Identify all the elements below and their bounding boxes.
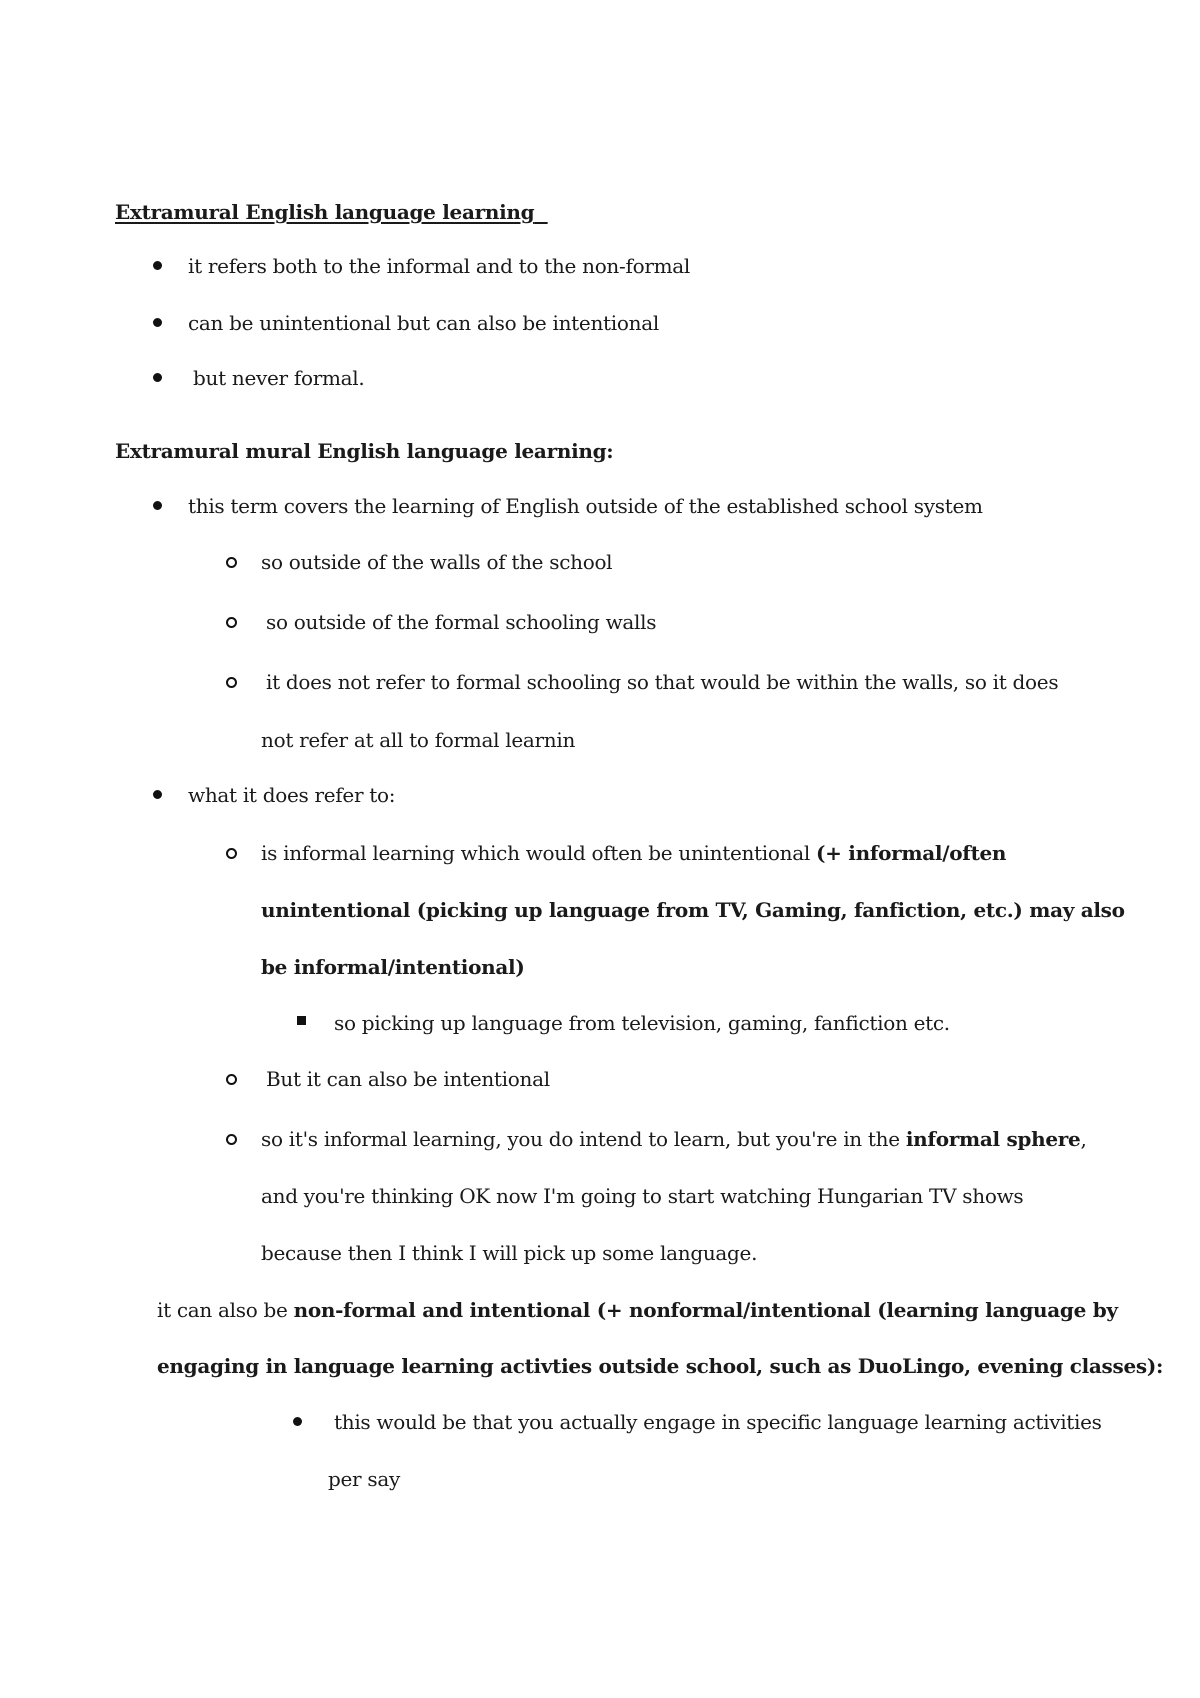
section-heading-extramural: Extramural English language learning — [115, 200, 535, 224]
bullet-disc — [293, 1417, 302, 1426]
bullet-circle — [226, 1074, 237, 1085]
list-item: so picking up language from television, gaming, fanfiction etc. — [334, 1011, 950, 1035]
list-item: so it's informal learning, you do intend to learn, but you're in the informal sphere, — [261, 1127, 1087, 1151]
list-item: can be unintentional but can also be intentional — [188, 311, 659, 335]
list-item: But it can also be intentional — [266, 1067, 550, 1091]
list-item-continuation: be informal/intentional) — [261, 955, 525, 979]
paragraph-continuation: engaging in language learning activties outside school, such as DuoLingo, evening classes): — [157, 1354, 1164, 1378]
list-item-continuation: and you're thinking OK now I'm going to start watching Hungarian TV shows — [261, 1184, 1024, 1208]
list-item: so outside of the formal schooling walls — [266, 610, 657, 634]
list-item-continuation: per say — [328, 1467, 400, 1491]
bullet-disc — [153, 373, 162, 382]
bullet-square — [297, 1016, 306, 1025]
list-item-continuation: unintentional (picking up language from TV, Gaming, fanfiction, etc.) may also — [261, 898, 1125, 922]
bullet-disc — [153, 501, 162, 510]
list-item: this term covers the learning of English outside of the established school system — [188, 494, 983, 518]
list-item: but never formal. — [193, 366, 365, 390]
bullet-circle — [226, 677, 237, 688]
bullet-disc — [153, 318, 162, 327]
list-item: this would be that you actually engage in specific language learning activities — [334, 1410, 1102, 1434]
list-item: is informal learning which would often be unintentional (+ informal/often — [261, 841, 1007, 865]
bullet-circle — [226, 617, 237, 628]
list-item: so outside of the walls of the school — [261, 550, 613, 574]
bullet-circle — [226, 557, 237, 568]
paragraph: it can also be non-formal and intentional (+ nonformal/intentional (learning language by — [157, 1298, 1118, 1322]
list-item: it refers both to the informal and to the non-formal — [188, 254, 690, 278]
section-heading-extramural-mural: Extramural mural English language learning: — [115, 439, 614, 463]
bullet-disc — [153, 790, 162, 799]
list-item: what it does refer to: — [188, 783, 396, 807]
list-item-continuation: because then I think I will pick up some language. — [261, 1241, 758, 1265]
list-item-continuation: not refer at all to formal learnin — [261, 728, 576, 752]
list-item: it does not refer to formal schooling so that would be within the walls, so it does — [266, 670, 1059, 694]
bullet-circle — [226, 1134, 237, 1145]
bullet-disc — [153, 261, 162, 270]
bullet-circle — [226, 848, 237, 859]
